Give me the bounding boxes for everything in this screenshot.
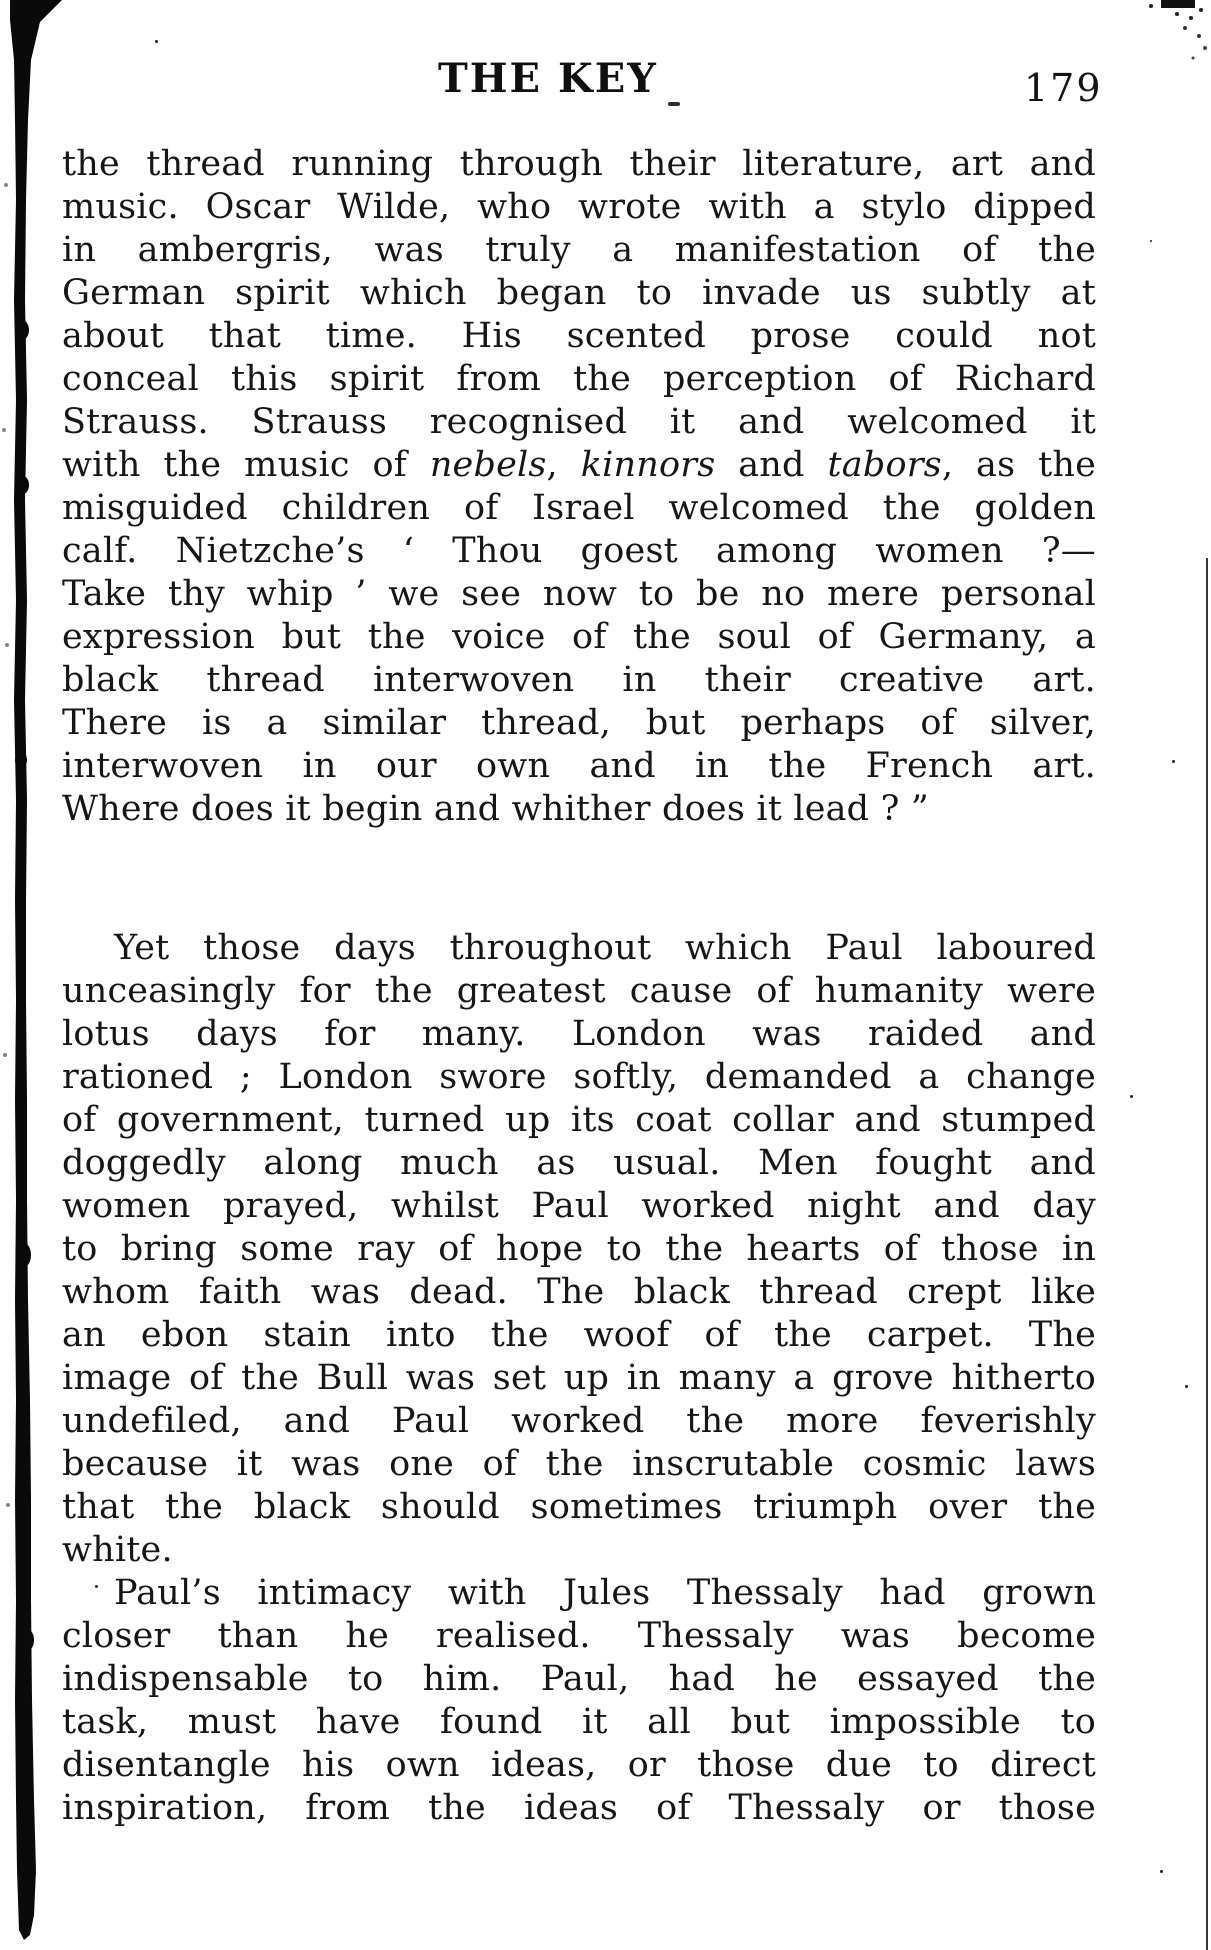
- text-line: [62, 745, 1096, 788]
- text-segment: whom faith was dead. The black thread crept like: [62, 1272, 1096, 1312]
- text-line: [62, 1658, 1096, 1701]
- text-segment: doggedly along much as usual. Men fought and: [62, 1143, 1096, 1183]
- text-segment: conceal this spirit from the perception of Richard: [62, 359, 1096, 399]
- text-line: [62, 1185, 1096, 1228]
- text-segment: kinnors: [580, 445, 716, 485]
- text-segment: an ebon stain into the woof of the carpet. The: [62, 1315, 1096, 1355]
- text-segment: because it was one of the inscrutable cosmic laws: [62, 1444, 1096, 1484]
- text-line: [62, 358, 1096, 401]
- text-segment: undefiled, and Paul worked the more feverishly: [62, 1401, 1096, 1441]
- text-segment: lotus days for many. London was raided and: [62, 1014, 1096, 1054]
- scan-speck: [1185, 1385, 1188, 1388]
- text-segment: women prayed, whilst Paul worked night and day: [62, 1186, 1096, 1226]
- paragraph: [62, 143, 1096, 831]
- scan-noise: [1121, 0, 1211, 70]
- text-segment: rationed ; London swore softly, demanded a change: [62, 1057, 1096, 1097]
- text-line: [62, 272, 1096, 315]
- text-line: [62, 1787, 1096, 1830]
- text-line: [62, 1400, 1096, 1443]
- text-line: [62, 444, 1096, 487]
- text-line: [62, 659, 1096, 702]
- scan-dash-artifact: [668, 102, 680, 106]
- text-segment: ,: [546, 445, 581, 485]
- text-line: [62, 1443, 1096, 1486]
- text-segment: German spirit which began to invade us subtly at: [62, 273, 1096, 313]
- scan-speck: [1172, 760, 1175, 763]
- text-line: [62, 315, 1096, 358]
- text-line: [62, 186, 1096, 229]
- text-line: [62, 1228, 1096, 1271]
- text-segment: calf. Nietzche’s ‘ Thou goest among women ?—: [62, 531, 1096, 571]
- page-number: 179: [1024, 66, 1103, 110]
- text-segment: with the music of: [62, 445, 430, 485]
- text-line: [62, 1314, 1096, 1357]
- scan-speck: [1150, 240, 1152, 242]
- text-line: [62, 1615, 1096, 1658]
- binding-artifact: [0, 0, 70, 1950]
- text-line: [62, 1486, 1096, 1529]
- text-line: [62, 1099, 1096, 1142]
- page-title: THE KEY: [438, 55, 658, 102]
- text-line: [62, 229, 1096, 272]
- text-segment: Paul’s intimacy with Jules Thessaly had grown: [114, 1573, 1096, 1613]
- text-line: [62, 1271, 1096, 1314]
- text-line: [62, 1701, 1096, 1744]
- text-line: [62, 1142, 1096, 1185]
- text-segment: There is a similar thread, but perhaps of silver,: [62, 703, 1096, 743]
- text-segment: task, must have found it all but impossible to: [62, 1702, 1096, 1742]
- text-segment: Take thy whip ’ we see now to be no mere personal: [62, 574, 1096, 614]
- scan-speck: [155, 40, 158, 43]
- page-text: [62, 143, 1096, 1830]
- text-line: [62, 927, 1096, 970]
- text-segment: that the black should sometimes triumph over the: [62, 1487, 1096, 1527]
- text-segment: interwoven in our own and in the French art.: [62, 746, 1096, 786]
- text-segment: tabors: [827, 445, 942, 485]
- text-segment: Strauss. Strauss recognised it and welcomed it: [62, 402, 1096, 442]
- scan-speck: [1160, 1870, 1163, 1873]
- text-line: [62, 1357, 1096, 1400]
- text-segment: black thread interwoven in their creative art.: [62, 660, 1096, 700]
- text-segment: expression but the voice of the soul of Germany, a: [62, 617, 1096, 657]
- text-segment: nebels: [429, 445, 547, 485]
- paragraph: [62, 1572, 1096, 1830]
- page-edge-artifact: [1206, 558, 1208, 1950]
- text-segment: of government, turned up its coat collar and stumped: [62, 1100, 1096, 1140]
- text-segment: the thread running through their literature, art and: [62, 144, 1096, 184]
- text-segment: Where does it begin and whither does it lead ? ”: [62, 789, 929, 829]
- text-segment: and: [715, 445, 828, 485]
- text-segment: music. Oscar Wilde, who wrote with a stylo dipped: [62, 187, 1096, 227]
- text-line: [62, 970, 1096, 1013]
- text-line: [62, 1056, 1096, 1099]
- text-segment: to bring some ray of hope to the hearts of those in: [62, 1229, 1096, 1269]
- text-segment: inspiration, from the ideas of Thessaly or those: [62, 1788, 1096, 1828]
- text-segment: image of the Bull was set up in many a grove hitherto: [62, 1358, 1096, 1398]
- text-segment: white.: [62, 1530, 173, 1570]
- scan-speck: [1130, 1095, 1133, 1098]
- text-segment: indispensable to him. Paul, had he essayed the: [62, 1659, 1096, 1699]
- text-segment: unceasingly for the greatest cause of humanity were: [62, 971, 1096, 1011]
- text-segment: closer than he realised. Thessaly was become: [62, 1616, 1096, 1656]
- text-line: [62, 530, 1096, 573]
- text-segment: disentangle his own ideas, or those due to direct: [62, 1745, 1096, 1785]
- text-line: [62, 702, 1096, 745]
- text-segment: , as the: [941, 445, 1097, 485]
- text-line: [62, 616, 1096, 659]
- text-segment: in ambergris, was truly a manifestation of the: [62, 230, 1096, 270]
- text-line: [62, 1572, 1096, 1615]
- text-line: [62, 573, 1096, 616]
- text-segment: Yet those days throughout which Paul laboured: [114, 928, 1096, 968]
- text-line: [62, 788, 1096, 831]
- text-segment: misguided children of Israel welcomed the golden: [62, 488, 1096, 528]
- text-line: [62, 143, 1096, 186]
- text-line: [62, 1529, 1096, 1572]
- text-segment: about that time. His scented prose could not: [62, 316, 1096, 356]
- text-line: [62, 487, 1096, 530]
- paragraph: [62, 927, 1096, 1572]
- text-line: [62, 1744, 1096, 1787]
- scan-speck: [95, 1585, 98, 1588]
- text-line: [62, 401, 1096, 444]
- text-line: [62, 1013, 1096, 1056]
